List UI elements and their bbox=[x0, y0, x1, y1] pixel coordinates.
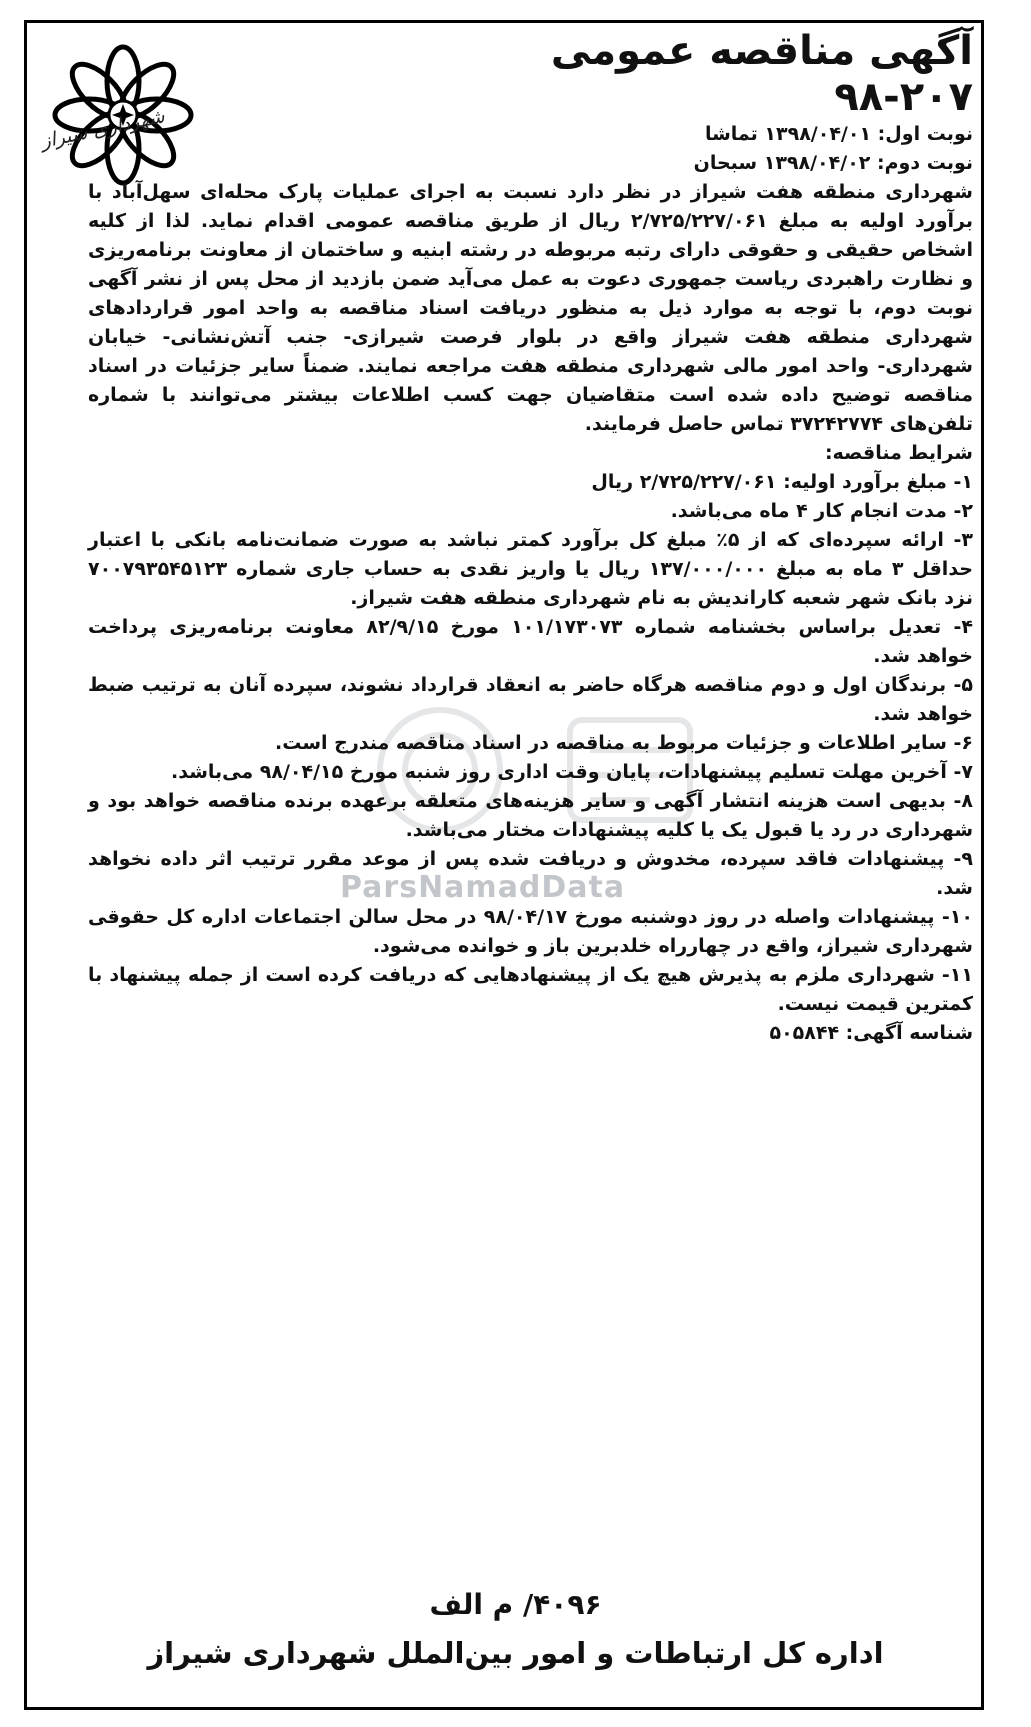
round-second: نوبت دوم: ۱۳۹۸/۰۴/۰۲ سبحان bbox=[693, 152, 973, 174]
condition-item: ۴- تعدیل براساس بخشنامه شماره ۱۰۱/۱۷۳۰۷۳ مورخ ۸۲/۹/۱۵ معاونت برنامه‌ریزی پرداخت خواهد شد. bbox=[88, 616, 973, 667]
footer-reference-code: ۴۰۹۶/ م الف bbox=[429, 1588, 602, 1621]
round-first: نوبت اول: ۱۳۹۸/۰۴/۰۱ تماشا bbox=[704, 123, 973, 145]
notice-title: آگهی مناقصه عمومی ۲۰۷-۹۸ bbox=[550, 28, 973, 120]
condition-item: ۲- مدت انجام کار ۴ ماه می‌باشد. bbox=[670, 500, 973, 522]
condition-item: ۹- پیشنهادات فاقد سپرده، مخدوش و دریافت شده پس از موعد مقرر ترتیب اثر داده نخواهد شد. bbox=[88, 848, 973, 899]
ad-identifier: شناسه آگهی: ۵۰۵۸۴۴ bbox=[769, 1022, 973, 1044]
logo-lettering: شهرداری شیراز bbox=[39, 105, 167, 153]
condition-item: ۳- ارائه سپرده‌ای که از ۵٪ مبلغ کل برآورد کمتر نباشد به صورت ضمانت‌نامه بانکی با اعتبار حداقل ۳ ماه به مبلغ ۱۳۷/۰۰۰/۰۰۰ ریال یا واریز نقدی به حساب جاری شماره ۷۰۰۷۹۳۵۴۵۱۲۳ نزد بانک شهر شعبه کاراندیش به نام شهرداری منطقه هفت شیراز. bbox=[88, 529, 973, 609]
condition-item: ۶- سایر اطلاعات و جزئیات مربوط به مناقصه در اسناد مناقصه مندرج است. bbox=[274, 732, 973, 754]
condition-item: ۱۰- پیشنهادات واصله در روز دوشنبه مورخ ۹۸/۰۴/۱۷ در محل سالن اجتماعات اداره کل حقوقی شهرداری شیراز، واقع در چهارراه خلدبرین باز و خوانده می‌شود. bbox=[88, 906, 973, 957]
condition-item: ۷- آخرین مهلت تسلیم پیشنهادات، پایان وقت اداری روز شنبه مورخ ۹۸/۰۴/۱۵ می‌باشد. bbox=[171, 761, 973, 783]
notice-body bbox=[88, 120, 973, 1048]
watermark-text: ParsNamadData bbox=[340, 870, 626, 905]
condition-item: ۵- برندگان اول و دوم مناقصه هرگاه حاضر به انعقاد قرارداد نشوند، سپرده آنان به ترتیب ضبط خواهد شد. bbox=[88, 674, 973, 725]
intro-paragraph: شهرداری منطقه هفت شیراز در نظر دارد نسبت به اجرای عملیات پارک محله‌ای سهل‌آباد با برآورد اولیه به مبلغ ۲/۷۲۵/۲۲۷/۰۶۱ ریال از طریق مناقصه عمومی اقدام نماید. لذا از کلیه اشخاص حقیقی و حقوقی دارای رتبه مربوطه در رشته ابنیه و ساختمان از معاونت برنامه‌ریزی و نظارت راهبردی ریاست جمهوری دعوت به عمل می‌آید ضمن بازدید از محل پس از نشر آگهی نوبت دوم، با توجه به موارد ذیل به منظور دریافت اسناد مناقصه به واحد امور قراردادهای شهرداری منطقه هفت شیراز واقع در بلوار فرصت شیرازی- جنب آتش‌نشانی- خیابان شهرداری- واحد امور مالی شهرداری منطقه هفت مراجعه نمایند. ضمناً سایر جزئیات در اسناد مناقصه توضیح داده شده است متقاضیان جهت کسب اطلاعات بیشتر می‌توانند با شماره تلفن‌های ۳۷۲۴۲۷۷۴ تماس حاصل فرمایند. bbox=[88, 181, 973, 435]
conditions-heading: شرایط مناقصه: bbox=[824, 442, 973, 464]
condition-item: ۸- بدیهی است هزینه انتشار آگهی و سایر هزینه‌های متعلقه برعهده برنده مناقصه خواهد بود و شهرداری در رد یا قبول یک یا کلیه پیشنهادات مختار می‌باشد. bbox=[88, 790, 973, 841]
footer-office-name: اداره کل ارتباطات و امور بین‌الملل شهرداری شیراز bbox=[147, 1636, 884, 1670]
condition-item: ۱- مبلغ برآورد اولیه: ۲/۷۲۵/۲۲۷/۰۶۱ ریال bbox=[591, 471, 973, 493]
condition-item: ۱۱- شهرداری ملزم به پذیرش هیچ یک از پیشنهادهایی که دریافت کرده است از جمله پیشنهاد با کمترین قیمت نیست. bbox=[88, 964, 973, 1015]
